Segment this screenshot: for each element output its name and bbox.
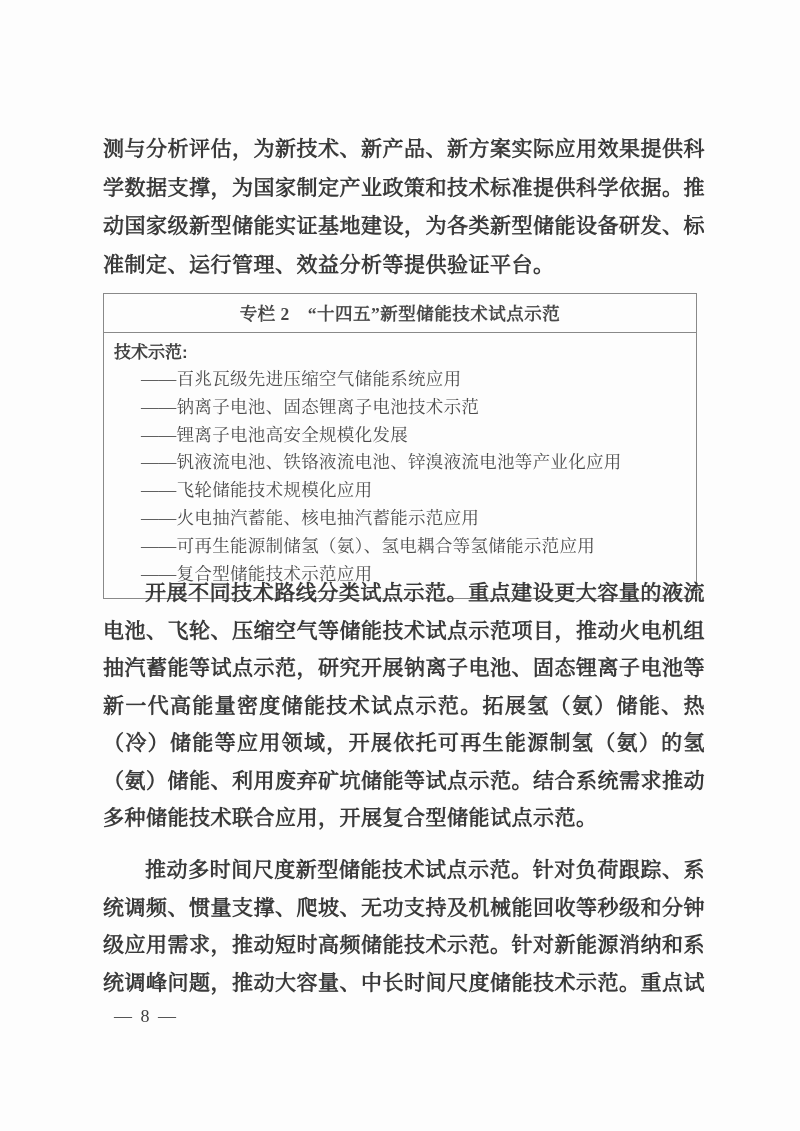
paragraph-classified-pilot-demos: 开展不同技术路线分类试点示范。重点建设更大容量的液流电池、飞轮、压缩空气等储能技术试点示范项目，推动火电机组抽汽蓄能等试点示范，研究开展钠离子电池、固态锂离子电池等新一代高能量密度储能技术试点示范。拓展氢（氨）储能、热（冷）储能等应用领域，开展依托可再生能源制氢（氨）的氢（氨）储能、利用废弃矿坑储能等试点示范。结合系统需求推动多种储能技术联合应用，开展复合型储能试点示范。	[103, 582, 705, 830]
list-item: ——钠离子电池、固态锂离子电池技术示范	[141, 396, 480, 417]
list-item: ——飞轮储能技术规模化应用	[141, 480, 373, 501]
page-number: — 8 —	[114, 1006, 178, 1026]
list-item: ——锂离子电池高安全规模化发展	[141, 424, 408, 445]
callout-box-body	[104, 333, 696, 598]
callout-box-label: 技术示范:	[114, 343, 188, 362]
list-item: ——可再生能源制储氢（氨）、氢电耦合等氢储能示范应用	[141, 535, 596, 556]
list-item: ——钒液流电池、铁铬液流电池、锌溴液流电池等产业化应用	[141, 452, 622, 473]
list-item: ——火电抽汽蓄能、核电抽汽蓄能示范应用	[141, 507, 480, 528]
callout-box-zhuanlan-2	[103, 293, 697, 599]
list-item: ——百兆瓦级先进压缩空气储能系统应用	[141, 369, 462, 389]
list-item: ——复合型储能技术示范应用	[141, 563, 373, 584]
callout-box-title: 专栏 2 “十四五”新型储能技术试点示范	[104, 294, 696, 333]
paragraph-multi-timescale-demos: 推动多时间尺度新型储能技术试点示范。针对负荷跟踪、系统调频、惯量支撑、爬坡、无功支持及机械能回收等秒级和分钟级应用需求，推动短时高频储能技术示范。针对新能源消纳和系统调峰问题，推动大容量、中长时间尺度储能技术示范。重点试	[103, 859, 705, 995]
paragraph-continued: 测与分析评估，为新技术、新产品、新方案实际应用效果提供科学数据支撑，为国家制定产业政策和技术标准提供科学依据。推动国家级新型储能实证基地建设，为各类新型储能设备研发、标准制定、运行管理、效益分析等提供验证平台。	[103, 138, 705, 277]
